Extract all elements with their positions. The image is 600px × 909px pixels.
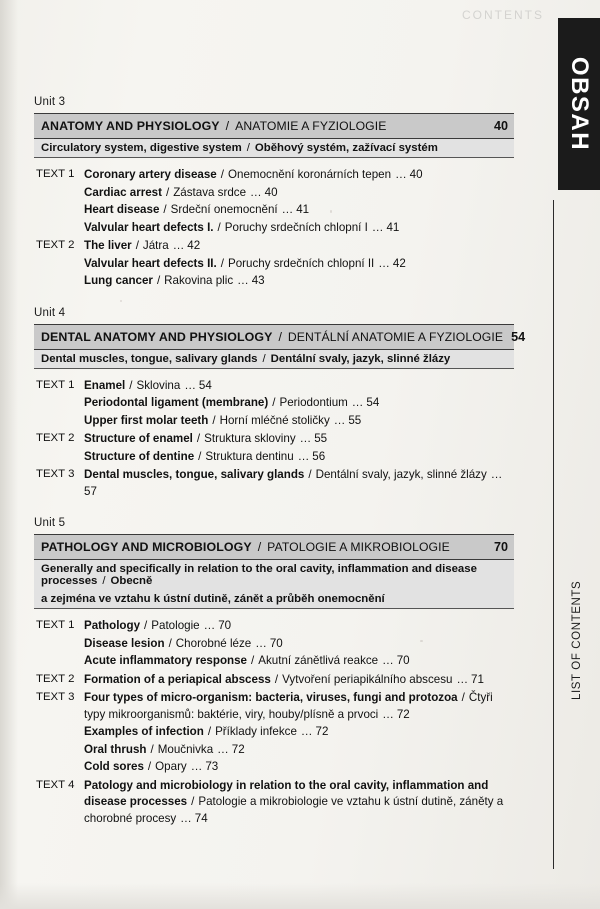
entry-title-en: Cold sores [84, 760, 144, 773]
unit-text-groups [34, 167, 514, 291]
entry-title-en: Coronary artery disease [84, 168, 217, 181]
obsah-tab [558, 18, 600, 190]
contents-entry[interactable] [84, 167, 514, 184]
entry-separator: / [220, 168, 224, 181]
unit-label: Unit 5 [34, 517, 66, 529]
entry-title-en: Lung cancer [84, 274, 153, 287]
scan-speck [420, 640, 423, 642]
entry-page-number: 71 [471, 672, 484, 686]
contents-entry[interactable] [84, 220, 514, 237]
scan-speck [120, 300, 122, 302]
entry-page-number: 70 [396, 654, 410, 667]
text-group-row [36, 690, 514, 777]
entry-title-cz: Zástava srdce [173, 185, 247, 199]
entry-separator: / [274, 672, 279, 686]
contents-entry[interactable] [84, 636, 514, 653]
entry-page-number: 42 [187, 239, 201, 252]
unit-label: Unit 4 [34, 306, 66, 319]
contents-entry[interactable] [84, 618, 514, 635]
contents-entry[interactable] [84, 690, 514, 723]
entry-title-cz: Čtyři typy mikroorganismů: baktérie, viry, houby/plísně a prvoci [84, 691, 493, 721]
unit-title-cz: ANATOMIE A FYZIOLOGIE [235, 119, 387, 133]
entry-title-cz: Poruchy srdečních chlopní II [227, 256, 375, 270]
text-group-row [36, 167, 514, 237]
entry-title-cz: Onemocnění koronárních tepen [228, 168, 392, 181]
entry-title-en: Structure of dentine [84, 449, 195, 463]
contents-entry[interactable] [84, 724, 514, 741]
side-tab [558, 0, 600, 909]
text-group-entries [84, 778, 514, 829]
contents-list [34, 96, 526, 844]
entry-title-en: Patology and microbiology in relation to the oral cavity, inflammation and disease processes [84, 778, 489, 808]
entry-title-en: Oral thrush [84, 742, 147, 756]
entry-leader-dots: … [299, 432, 313, 445]
contents-entry[interactable] [84, 672, 514, 689]
unit-subject-cz: Obecně [110, 575, 153, 587]
entry-title-en: Formation of a periapical abscess [84, 672, 271, 686]
entry-separator: / [196, 432, 201, 445]
entry-title-cz: Moučnivka [157, 742, 214, 756]
text-group-entries [84, 690, 514, 777]
entry-title-en: Valvular heart defects II. [84, 256, 217, 270]
entry-separator: / [129, 378, 133, 392]
entry-title-en: Enamel [84, 378, 126, 392]
entry-separator: / [217, 220, 221, 234]
entry-separator: / [212, 413, 216, 427]
entry-title-en: Structure of enamel [84, 432, 193, 445]
entry-leader-dots: … [378, 256, 391, 270]
entry-page-number: 74 [194, 811, 208, 825]
unit-subject-en: Circulatory system, digestive system [41, 142, 242, 154]
contents-entry[interactable] [84, 413, 514, 430]
unit-subject-bar [34, 560, 514, 590]
entry-title-cz: Poruchy srdečních chlopní I [224, 220, 368, 234]
unit-subject-bar-continued [34, 590, 514, 609]
entry-title-en: Examples of infection [84, 725, 204, 738]
entry-title-en: Heart disease [84, 203, 160, 216]
text-group-label: TEXT 2 [36, 432, 75, 444]
text-group-row [36, 431, 514, 466]
list-of-contents-label: LIST OF CONTENTS [571, 580, 583, 700]
contents-entry[interactable] [84, 431, 514, 448]
contents-entry[interactable] [84, 778, 514, 828]
subject-separator: / [246, 142, 250, 154]
entry-title-en: The liver [84, 239, 132, 252]
entry-title-en: Acute inflammatory response [84, 654, 248, 667]
text-group-label: TEXT 1 [36, 168, 75, 180]
unit-text-groups [34, 618, 514, 828]
text-group-entries [84, 238, 514, 291]
text-group-entries [84, 378, 514, 431]
entry-page-number: 54 [366, 396, 380, 409]
unit-subject-bar [34, 139, 514, 158]
entry-separator: / [191, 795, 195, 808]
unit-text-groups [34, 378, 514, 502]
unit-title-en: ANATOMY AND PHYSIOLOGY [41, 119, 220, 133]
entry-separator: / [308, 468, 312, 481]
text-group-row [36, 618, 514, 671]
unit-title-bar[interactable] [34, 324, 526, 350]
scan-speck [210, 760, 212, 762]
text-group-entries [84, 167, 514, 237]
entry-page-number: 70 [269, 636, 283, 650]
entry-title-cz: Patologie a mikrobiologie ve vztahu k ústní dutině, záněty a chorobné procesy [84, 795, 504, 825]
entry-leader-dots: … [180, 811, 193, 825]
title-separator: / [257, 540, 262, 554]
entry-separator: / [150, 742, 154, 756]
entry-title-cz: Patologie [151, 619, 200, 632]
subject-separator: / [262, 352, 266, 365]
entry-title-cz: Periodontium [279, 396, 348, 409]
entry-page-number: 57 [84, 484, 97, 498]
entry-leader-dots: … [490, 468, 504, 481]
entry-page-number: 41 [386, 220, 400, 234]
scan-speck [330, 210, 332, 213]
contents-entry[interactable] [84, 273, 514, 290]
entry-separator: / [147, 760, 152, 773]
entry-leader-dots: … [184, 378, 197, 392]
unit-subject-cz-continued: a zejména ve vztahu k ústní dutině, zánět a průběh onemocnění [41, 593, 385, 605]
entry-title-en: Disease lesion [84, 636, 165, 650]
entry-page-number: 72 [315, 725, 329, 738]
unit-subject-cz: Oběhový systém, zažívací systém [254, 142, 438, 154]
text-group-label: TEXT 4 [36, 778, 75, 791]
entry-separator: / [207, 725, 212, 738]
entry-page-number: 55 [314, 432, 328, 445]
entry-title-cz: Struktura skloviny [204, 432, 296, 445]
contents-entry[interactable] [84, 653, 514, 670]
entry-separator: / [168, 636, 172, 650]
entry-page-number: 72 [231, 742, 245, 756]
entry-title-cz: Srdeční onemocnění [170, 203, 278, 216]
entry-title-en: Four types of micro-organism: bacteria, viruses, fungi and protozoa [84, 691, 458, 704]
entry-title-en: Cardiac arrest [84, 185, 162, 199]
entry-leader-dots: … [250, 185, 263, 199]
unit-title-cz: DENTÁLNÍ ANATOMIE A FYZIOLOGIE [287, 329, 504, 344]
ghost-bleed-text: CONTENTS [462, 8, 544, 22]
entry-leader-dots: … [395, 168, 408, 181]
unit-title-bar[interactable] [34, 534, 514, 560]
entry-separator: / [272, 396, 276, 409]
entry-leader-dots: … [300, 725, 314, 738]
entry-leader-dots: … [382, 707, 395, 721]
text-group-label: TEXT 3 [36, 468, 75, 480]
entry-leader-dots: … [371, 220, 385, 234]
text-group-entries [84, 618, 514, 671]
entry-page-number: 56 [312, 449, 326, 463]
unit-subject-cz: Dentální svaly, jazyk, slinné žlázy [270, 352, 451, 365]
unit-label: Unit 3 [34, 96, 66, 108]
entry-leader-dots: … [351, 396, 365, 409]
entry-leader-dots: … [255, 636, 268, 650]
entry-leader-dots: … [281, 203, 295, 216]
entry-title-en: Dental muscles, tongue, salivary glands [84, 468, 305, 481]
contents-entry[interactable] [84, 202, 514, 219]
contents-entry[interactable] [84, 759, 514, 776]
entry-page-number: 40 [264, 185, 278, 199]
title-separator: / [278, 329, 282, 344]
entry-page-number: 55 [348, 413, 362, 427]
entry-page-number: 40 [409, 168, 423, 181]
entry-leader-dots: … [217, 742, 230, 756]
unit-subject-en: Dental muscles, tongue, salivary glands [41, 352, 258, 365]
entry-page-number: 43 [251, 274, 265, 287]
entry-title-cz: Játra [142, 239, 169, 252]
subject-separator: / [102, 575, 106, 587]
text-group-row [36, 378, 514, 431]
entry-title-cz: Chorobné léze [175, 636, 252, 650]
text-group-entries [84, 431, 514, 466]
entry-separator: / [135, 239, 139, 252]
text-group-label: TEXT 1 [36, 619, 75, 631]
entry-separator: / [163, 203, 167, 216]
text-group-row [36, 778, 514, 829]
contents-entry[interactable] [84, 467, 514, 500]
entry-title-cz: Sklovina [136, 378, 181, 392]
entry-title-cz: Vytvoření periapikálního abscesu [282, 672, 453, 686]
text-group-entries [84, 672, 514, 690]
entry-separator: / [220, 256, 224, 270]
unit-page-number: 70 [493, 540, 508, 554]
entry-leader-dots: … [333, 413, 347, 427]
entry-page-number: 72 [396, 707, 410, 721]
entry-title-cz: Příklady infekce [215, 725, 297, 738]
entry-title-cz: Opary [155, 760, 187, 773]
entry-page-number: 70 [218, 619, 232, 632]
contents-entry[interactable] [84, 185, 514, 202]
entry-title-cz: Akutní zánětlivá reakce [258, 654, 379, 667]
contents-entry[interactable] [84, 378, 514, 395]
text-group-row [36, 672, 514, 690]
unit-title-en: PATHOLOGY AND MICROBIOLOGY [41, 540, 252, 554]
text-group-entries [84, 467, 514, 501]
text-group-row [36, 238, 514, 291]
entry-leader-dots: … [456, 672, 470, 686]
contents-entry[interactable] [84, 742, 514, 759]
entry-title-cz: Horní mléčné stoličky [219, 413, 330, 427]
entry-page-number: 54 [198, 378, 212, 392]
entry-separator: / [461, 691, 465, 704]
contents-entry[interactable] [84, 449, 514, 466]
entry-title-cz: Rakovina plic [164, 274, 234, 287]
text-group-label: TEXT 2 [36, 672, 75, 685]
unit-page-number: 54 [511, 329, 526, 344]
entry-title-en: Valvular heart defects I. [84, 220, 214, 234]
title-separator: / [225, 119, 230, 133]
entry-separator: / [144, 619, 148, 632]
entry-leader-dots: … [237, 274, 250, 287]
entry-title-en: Upper first molar teeth [84, 413, 209, 427]
text-group-row [36, 467, 514, 501]
page-bottom-shadow [0, 883, 600, 909]
entry-leader-dots: … [382, 654, 395, 667]
contents-entry[interactable] [84, 395, 514, 412]
entry-title-en: Pathology [84, 619, 141, 632]
unit-subject-en: Generally and specifically in relation to the oral cavity, inflammation and disease processes [41, 563, 477, 587]
text-group-label: TEXT 2 [36, 239, 75, 251]
unit-block [34, 96, 514, 291]
entry-leader-dots: … [172, 239, 186, 252]
entry-leader-dots: … [203, 619, 217, 632]
unit-subject-bar [34, 350, 514, 369]
entry-title-cz: Struktura dentinu [205, 449, 294, 463]
contents-entry[interactable] [84, 238, 514, 255]
unit-block [34, 306, 526, 502]
entry-separator: / [156, 274, 161, 287]
unit-block [34, 517, 514, 828]
entry-separator: / [198, 449, 202, 463]
entry-page-number: 42 [392, 256, 406, 270]
entry-page-number: 41 [296, 203, 310, 216]
entry-separator: / [251, 654, 255, 667]
unit-page-number: 40 [493, 119, 508, 133]
page-gutter-shadow [0, 0, 18, 909]
entry-leader-dots: … [190, 760, 204, 773]
entry-leader-dots: … [297, 449, 311, 463]
entry-page-number: 73 [205, 760, 219, 773]
obsah-tab-label: OBSAH [566, 56, 593, 152]
unit-title-bar[interactable] [34, 113, 514, 139]
contents-entry[interactable] [84, 256, 514, 273]
text-group-label: TEXT 1 [36, 378, 75, 391]
entry-title-cz: Dentální svaly, jazyk, slinné žlázy [315, 468, 487, 481]
side-vertical-rule [553, 200, 554, 869]
unit-title-cz: PATOLOGIE A MIKROBIOLOGIE [267, 540, 450, 554]
entry-title-en: Periodontal ligament (membrane) [84, 396, 269, 409]
unit-title-en: DENTAL ANATOMY AND PHYSIOLOGY [41, 329, 273, 344]
text-group-label: TEXT 3 [36, 691, 75, 703]
entry-separator: / [165, 185, 170, 199]
